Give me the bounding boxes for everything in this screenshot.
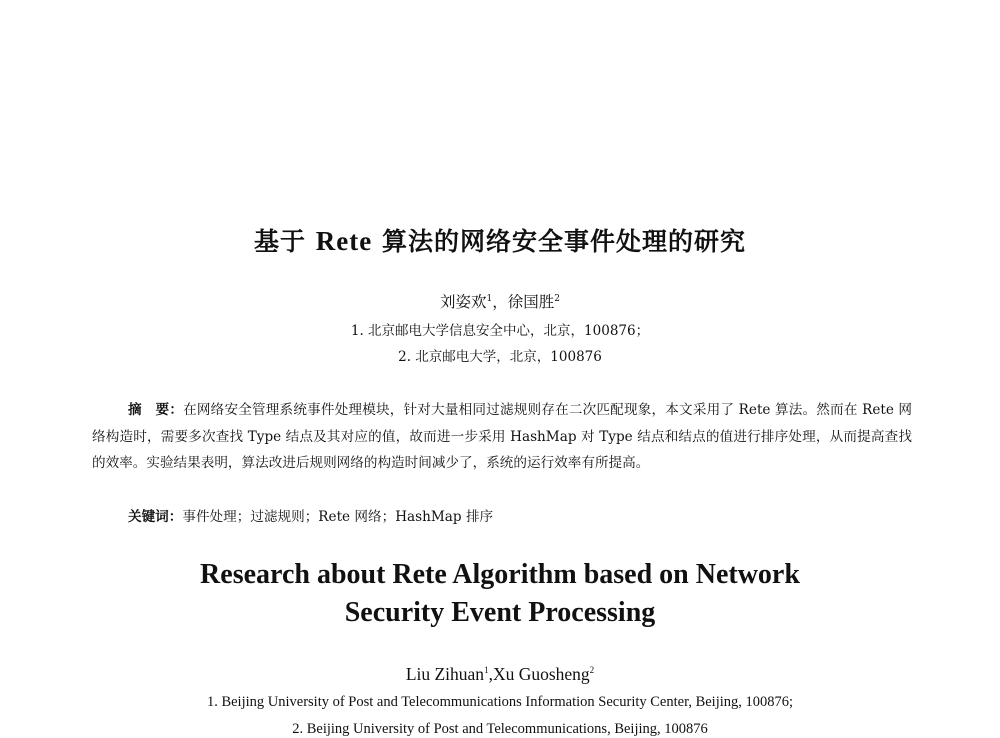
chinese-author-1: 刘姿欢: [439, 293, 487, 311]
english-author-separator: ,: [488, 664, 493, 684]
chinese-keywords: [128, 505, 493, 525]
english-author-2: Xu Guosheng: [492, 664, 590, 684]
chinese-affiliation-1: 1. 北京邮电大学信息安全中心，北京，100876；: [350, 323, 650, 339]
english-author-1-sup: 1: [484, 665, 489, 676]
english-title-line-1: Research about Rete Algorithm based on Network: [200, 559, 800, 590]
chinese-title-post: 算法的网络安全事件处理的研究: [372, 227, 746, 256]
english-affiliation-1: 1. Beijing University of Post and Telecommunications Information Security Center, Beijing, 100876;: [206, 694, 794, 710]
english-affiliation-2: 2. Beijing University of Post and Telecommunications, Beijing, 100876: [292, 721, 708, 737]
chinese-author-separator: ，: [492, 293, 508, 311]
english-authors: [0, 664, 1000, 685]
chinese-title-pre: 基于: [254, 227, 316, 256]
chinese-author-2: 徐国胜: [507, 293, 555, 311]
chinese-abstract: [92, 397, 912, 477]
chinese-author-1-sup: 1: [486, 293, 493, 304]
english-author-1: Liu Zihuan: [405, 664, 485, 684]
keywords-text: 事件处理；过滤规则；Rete 网络；HashMap 排序: [182, 509, 494, 525]
chinese-author-2-sup: 2: [554, 293, 560, 304]
english-title-line-2: Security Event Processing: [344, 597, 656, 628]
keywords-label: 关键词：: [128, 509, 183, 525]
english-author-2-sup: 2: [589, 665, 595, 676]
chinese-title-rete: Rete: [315, 226, 373, 256]
chinese-title: [0, 222, 1000, 258]
chinese-authors: [0, 290, 1000, 312]
english-title: [0, 556, 1000, 632]
abstract-label: 摘 要：: [128, 402, 184, 418]
abstract-text: 在网络安全管理系统事件处理模块，针对大量相同过滤规则存在二次匹配现象，本文采用了 Rete 算法。然而在 Rete 网络构造时，需要多次查找 Type 结点及其对应的值，故而进一步采用 HashMap 对 Type 结点和结点的值进行排序处理，从而提高查找的效率。实验结果表明，算法改进后规则网络的构造时间减少了，系统的运行效率有所提高。: [92, 402, 913, 471]
chinese-affiliation-2: 2. 北京邮电大学，北京，100876: [398, 349, 602, 365]
